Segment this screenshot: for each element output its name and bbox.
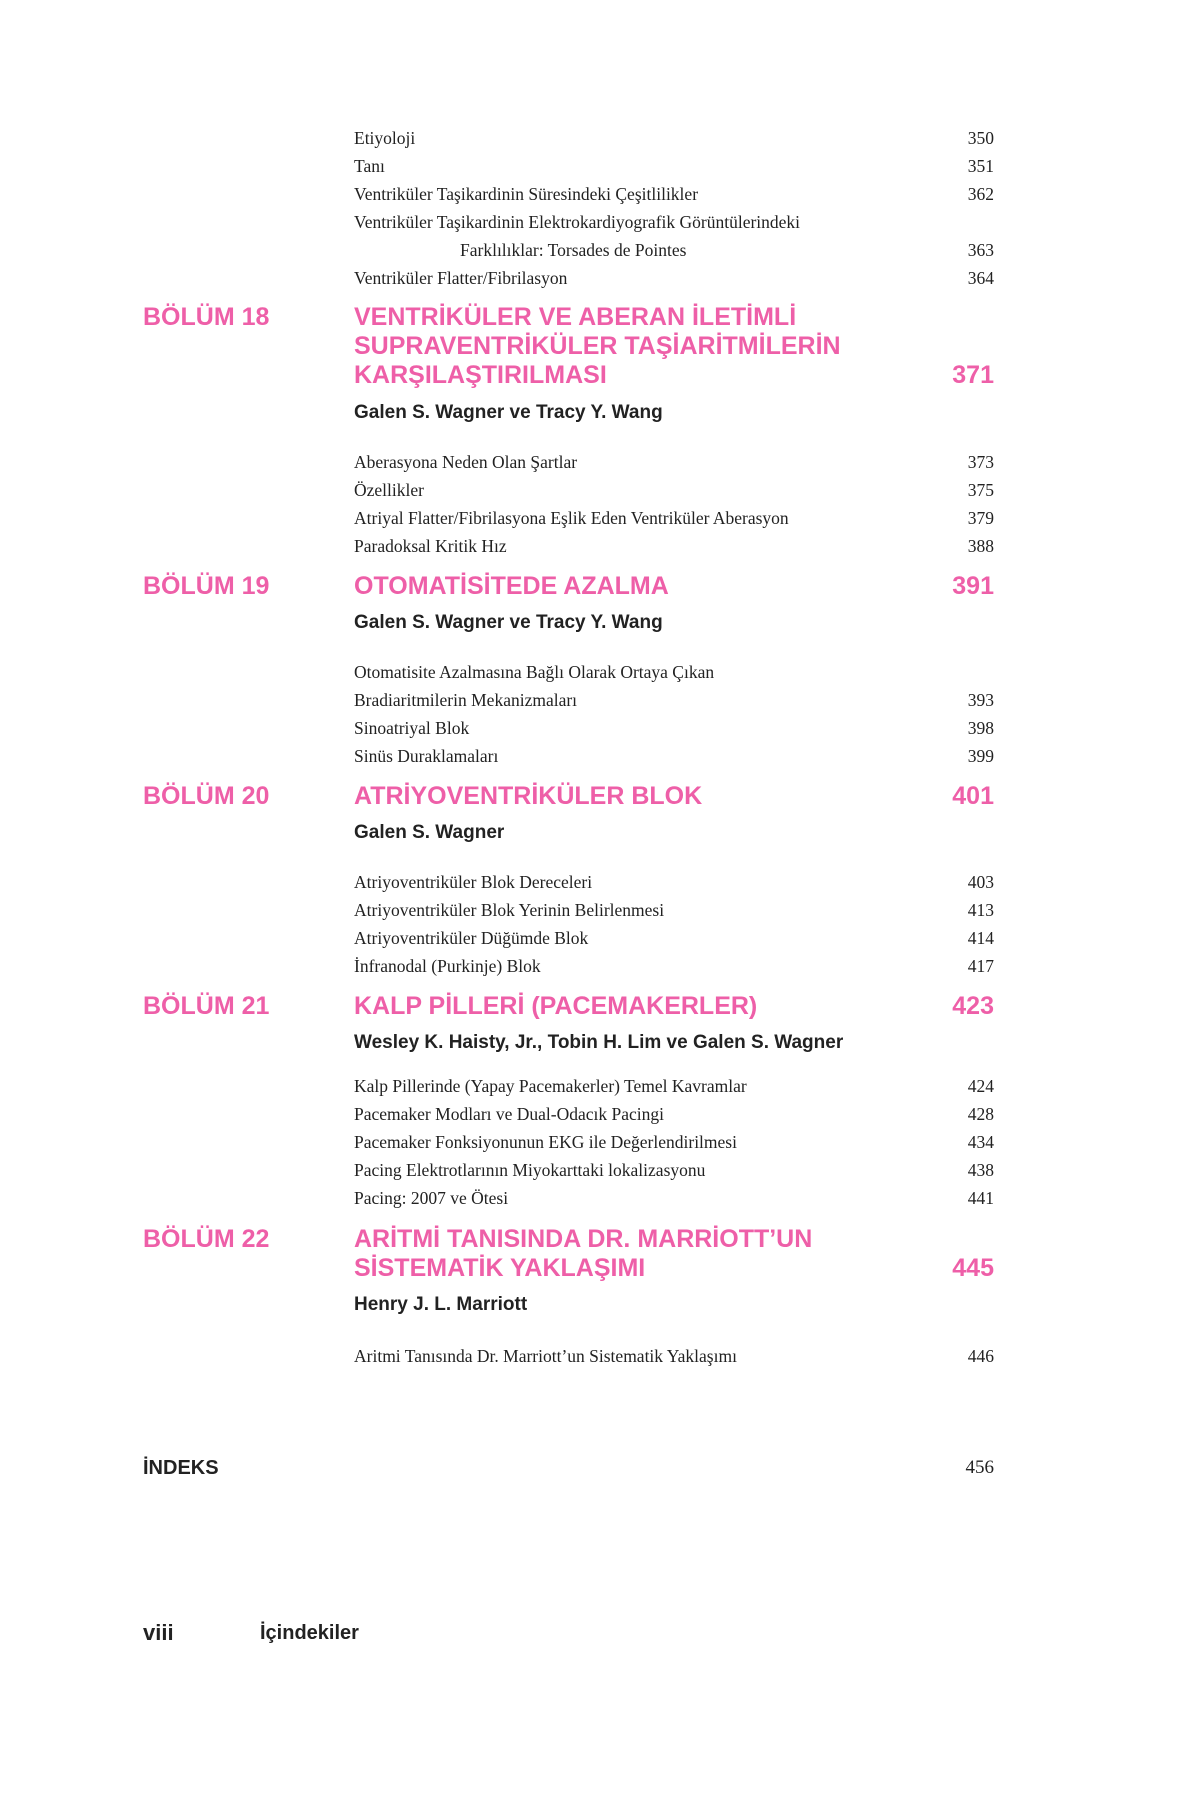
entry-page: 413 <box>967 900 994 920</box>
chapter-title <box>354 572 669 601</box>
entry-page: 434 <box>967 1132 994 1152</box>
entry-page: 373 <box>967 452 994 472</box>
entry-title: Aberasyona Neden Olan Şartlar <box>354 452 578 472</box>
chapter-page: 401 <box>952 782 994 810</box>
entry-title: Ventriküler Flatter/Fibrilasyon <box>354 268 568 288</box>
chapter-label: BÖLÜM 19 <box>143 572 270 600</box>
entry-title: Aritmi Tanısında Dr. Marriott’un Sistematik Yaklaşımı <box>354 1346 737 1366</box>
entry-title: Ventriküler Taşikardinin Elektrokardiyografik Görüntülerindeki <box>354 212 801 232</box>
entry-title: Ventriküler Taşikardinin Süresindeki Çeşitlilikler <box>354 184 699 204</box>
entry-title: Pacing: 2007 ve Ötesi <box>354 1188 509 1208</box>
entry-title: Pacing Elektrotlarının Miyokarttaki lokalizasyonu <box>354 1160 706 1180</box>
entry-title: Atriyoventriküler Düğümde Blok <box>354 928 589 948</box>
entry-page: 398 <box>967 718 994 738</box>
chapter-title-line: KALP PİLLERİ (PACEMAKERLER) <box>354 992 758 1020</box>
chapter-authors: Galen S. Wagner <box>354 822 505 843</box>
entry-title: Atriyal Flatter/Fibrilasyona Eşlik Eden Ventriküler Aberasyon <box>354 508 789 528</box>
chapter-title <box>354 782 702 811</box>
chapter-title-line: ARİTMİ TANISINDA DR. MARRİOTT’UN <box>354 1225 813 1253</box>
chapter-page: 445 <box>952 1254 994 1282</box>
chapter-label: BÖLÜM 22 <box>143 1225 270 1253</box>
entry-title: Etiyoloji <box>354 128 416 148</box>
chapter-title-line: OTOMATİSİTEDE AZALMA <box>354 572 669 600</box>
entry-title: Sinüs Duraklamaları <box>354 746 499 766</box>
chapter-page: 423 <box>952 992 994 1020</box>
entry-page: 446 <box>967 1346 994 1366</box>
chapter-authors: Wesley K. Haisty, Jr., Tobin H. Lim ve Galen S. Wagner <box>354 1032 844 1053</box>
chapter-authors: Galen S. Wagner ve Tracy Y. Wang <box>354 402 663 423</box>
entry-title: Otomatisite Azalmasına Bağlı Olarak Ortaya Çıkan <box>354 662 715 682</box>
chapter-authors: Henry J. L. Marriott <box>354 1294 528 1315</box>
entry-title: İnfranodal (Purkinje) Blok <box>354 956 541 976</box>
index-label: İNDEKS <box>143 1457 219 1479</box>
entry-page: 424 <box>967 1076 994 1096</box>
entry-page: 362 <box>967 184 994 204</box>
chapter-page: 371 <box>952 361 994 389</box>
chapter-label: BÖLÜM 21 <box>143 992 270 1020</box>
chapter-label: BÖLÜM 20 <box>143 782 270 810</box>
footer-title: İçindekiler <box>260 1622 359 1644</box>
entry-title: Pacemaker Modları ve Dual-Odacık Pacingi <box>354 1104 665 1124</box>
chapter-title-line: SİSTEMATİK YAKLAŞIMI <box>354 1254 646 1282</box>
entry-title: Sinoatriyal Blok <box>354 718 470 738</box>
chapter-title-line: SUPRAVENTRİKÜLER TAŞİARİTMİLERİN <box>354 332 841 360</box>
entry-page: 403 <box>967 872 994 892</box>
entry-title: Paradoksal Kritik Hız <box>354 536 507 556</box>
chapter-page: 391 <box>952 572 994 600</box>
index-page: 456 <box>965 1457 994 1478</box>
entry-title: Atriyoventriküler Blok Yerinin Belirlenmesi <box>354 900 665 920</box>
entry-page: 364 <box>967 268 994 288</box>
entry-page: 399 <box>967 746 994 766</box>
chapter-title-line: KARŞILAŞTIRILMASI <box>354 361 607 389</box>
entry-page: 375 <box>967 480 994 500</box>
entry-title: Atriyoventriküler Blok Dereceleri <box>354 872 593 892</box>
entry-title: Tanı <box>354 156 385 176</box>
footer-page-number: viii <box>143 1620 174 1645</box>
entry-page: 417 <box>967 956 994 976</box>
entry-page: 363 <box>967 240 994 260</box>
entry-title: Bradiaritmilerin Mekanizmaları <box>354 690 578 710</box>
entry-title: Farklılıklar: Torsades de Pointes <box>460 240 687 260</box>
entry-page: 351 <box>967 156 994 176</box>
entry-page: 438 <box>967 1160 994 1180</box>
chapter-title-line: ATRİYOVENTRİKÜLER BLOK <box>354 782 703 810</box>
entry-title: Pacemaker Fonksiyonunun EKG ile Değerlendirilmesi <box>354 1132 737 1152</box>
chapter-title <box>354 992 757 1021</box>
entry-page: 350 <box>967 128 994 148</box>
chapter-title <box>354 303 841 390</box>
entry-page: 379 <box>967 508 994 528</box>
chapter-title-line: VENTRİKÜLER VE ABERAN İLETİMLİ <box>354 303 797 331</box>
entry-page: 441 <box>967 1188 994 1208</box>
chapter-label: BÖLÜM 18 <box>143 303 270 331</box>
entry-title: Özellikler <box>354 480 424 500</box>
entry-page: 428 <box>967 1104 994 1124</box>
entry-title: Kalp Pillerinde (Yapay Pacemakerler) Temel Kavramlar <box>354 1076 747 1096</box>
entry-page: 414 <box>967 928 994 948</box>
entry-page: 393 <box>967 690 994 710</box>
chapter-title <box>354 1225 812 1283</box>
entry-page: 388 <box>967 536 994 556</box>
chapter-authors: Galen S. Wagner ve Tracy Y. Wang <box>354 612 663 633</box>
